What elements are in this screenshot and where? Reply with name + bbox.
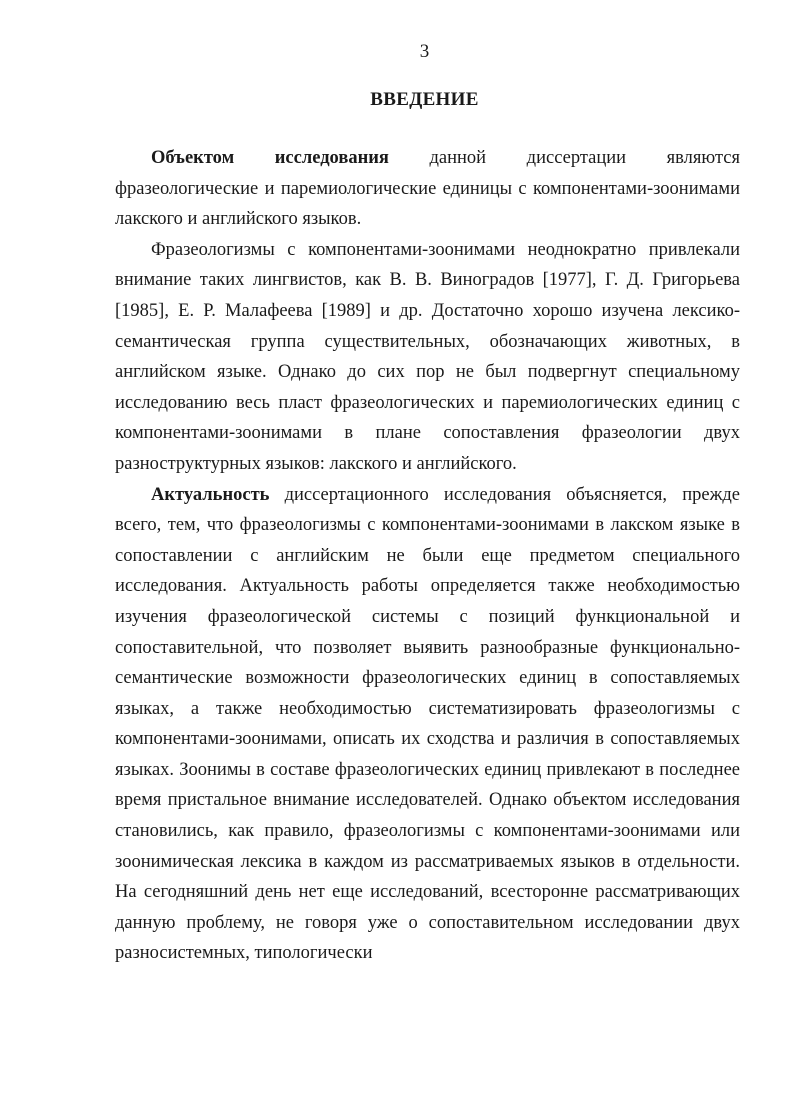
section-heading: ВВЕДЕНИЕ bbox=[370, 89, 479, 110]
page-number: 3 bbox=[419, 41, 430, 62]
paragraph-lead: Объектом исследования bbox=[151, 148, 389, 168]
paragraph-lead: Актуальность bbox=[151, 484, 270, 505]
paragraph-prior-research bbox=[115, 235, 740, 480]
body-text bbox=[115, 143, 740, 969]
paragraph-text: диссертационного исследования объясняется, прежде всего, тем, что фразеологизмы с компонентами-зоонимами в лакском языке в сопоставлении с английским не были еще предметом специального исследования. Актуальность работы определяется также необходимостью изучения фразеологической системы с позиций функциональной и сопоставительной, что позволяет выявить разнообразные функционально-семантические возможности фразеологических единиц в сопоставляемых языках, а также необходимостью систематизировать фразеологизмы с компонентами-зоонимами, описать их сходства и различия в сопоставляемых языках. Зоонимы в составе фразеологических единиц привлекают в последнее время пристальное внимание исследователей. Однако объектом исследования становились, как правило, фразеологизмы с компонентами-зоонимами или зоонимическая лексика в каждом из рассматриваемых языков в отдельности. На сегодняшний день нет еще исследований, всесторонне рассматривающих данную проблему, не говоря уже о сопоставительном исследовании двух разносистемных, типологически bbox=[115, 484, 740, 964]
paragraph-text: данной диссертации являются фразеологические и паремиологические единицы с компонентами-зоонимами лакского и английского языков. bbox=[115, 148, 741, 230]
paragraph-object bbox=[115, 143, 740, 235]
paragraph-text: Фразеологизмы с компонентами-зоонимами неоднократно привлекали внимание таких лингвистов, как В. В. Виноградов [1977], Г. Д. Григорьева [1985], Е. Р. Малафеева [1989] и др. Достаточно хорошо изучена лексико-семантическая группа существительных, обозначающих животных, в английском языке. Однако до сих пор не был подвергнут специальному исследованию весь пласт фразеологических и паремиологических единиц с компонентами-зоонимами в плане сопоставления фразеологии двух разноструктурных языков: лакского и английского. bbox=[115, 239, 740, 474]
paragraph-relevance bbox=[115, 480, 740, 970]
